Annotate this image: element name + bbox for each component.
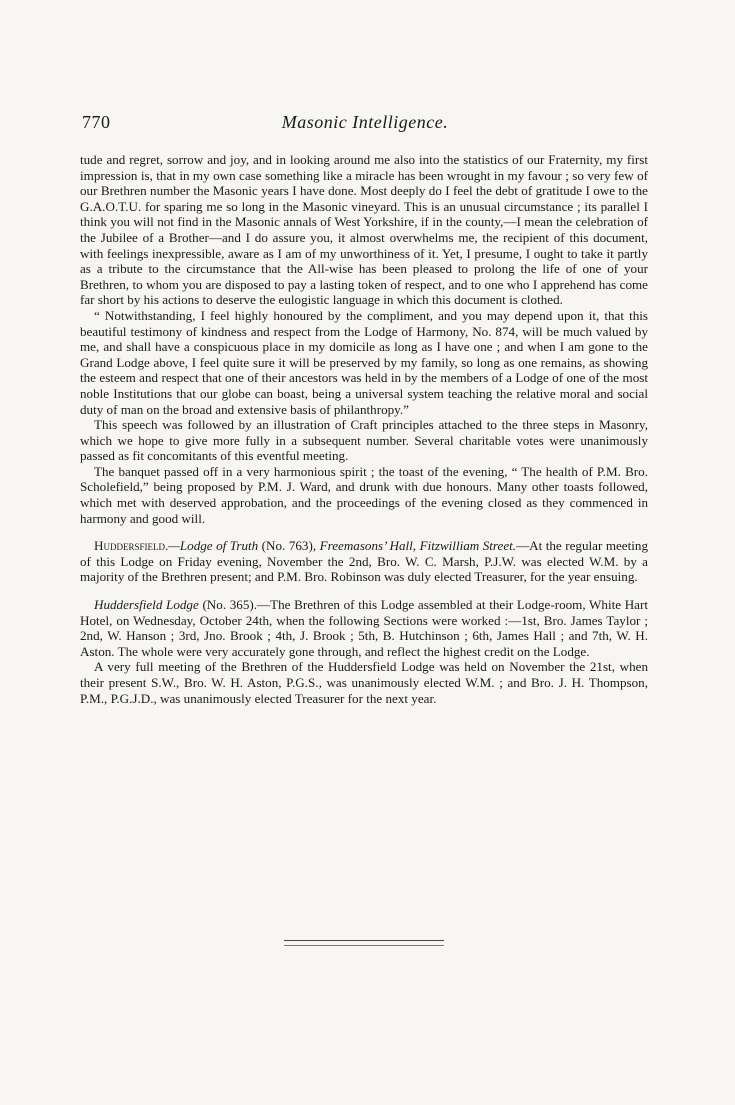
place-heading: Huddersfield.: [94, 538, 169, 554]
paragraph-huddersfield-lodge: [80, 597, 648, 659]
lodge-name: Huddersfield Lodge: [94, 597, 199, 613]
running-title: Masonic Intelligence.: [281, 112, 449, 132]
article-body: [80, 152, 648, 706]
paragraph-speech-continued: tude and regret, sorrow and joy, and in looking around me also into the statistics of our Fraternity, my first impression is, that in my own case something like a miracle has been wrought in my favour ; so very few of our Brethren number the Masonic years I have done. Most deeply do I feel the debt of gratitude I owe to the G.A.O.T.U. for sparing me so long in the Masonic vineyard. This is an unusual circumstance ; its parallel I think you will not find in the Masonic annals of West Yorkshire, if in the county,—I mean the celebration of the Jubilee of a Brother—and I do assure you, it almost overwhelms me, the recipient of this document, with feelings inexpressible, aware as I am of my unworthiness of it. Yet, I presume, I ought to take it partly as a tribute to the circumstance that the All-wise has been pleased to prolong the life of one of your Brethren, to whom you are disposed to pay a lasting token of respect, and to one who I apprehend has come far short by his actions to deserve the eulogistic language in which this document is clothed.: [80, 152, 648, 308]
paragraph-text: —At the regular meeting of this Lodge on Friday evening, November the 2nd, Bro. W. C. Marsh, P.J.W. was elected W.M. by a majority of the Brethren present; and P.M. Bro. Robinson was duly elected Treasurer, for the year ensuing.: [80, 538, 648, 585]
lodge-hall: Freemasons’ Hall, Fitzwilliam Street.: [319, 538, 517, 554]
paragraph-speech-notwithstanding: “ Notwithstanding, I feel highly honoured by the compliment, and you may depend upon it, that this beautiful testimony of kindness and respect from the Lodge of Harmony, No. 874, will be much valued by me, and shall have a conspicuous place in my domicile as long as I have one ; and when I am gone to the Grand Lodge above, I feel quite sure it will be preserved by my family, so long as one remains, as showing the esteem and respect that one of their ancestors was held in by the members of a Lodge of one of the most noble Institutions that our globe can boast, being a universal system teaching the relative moral and social duty of man on the broad and extensive basis of philanthropy.”: [80, 307, 648, 417]
lodge-name: —Lodge of Truth: [168, 538, 259, 554]
paragraph-lodge-of-truth: [80, 538, 648, 585]
closing-rule: [284, 940, 444, 946]
paragraph-text: (No. 365).—The Brethren of this Lodge assembled at their Lodge-room, White Hart Hotel, on Wednesday, October 24th, when the following Sections were worked :—1st, Bro. James Taylor ; 2nd, W. Hanson ; 3rd, Jno. Brook ; 4th, J. Brook ; 5th, B. Hutchinson ; 6th, James Hall ; and 7th, W. H. Aston. The whole were very accurately gone through, and reflect the highest credit on the Lodge.: [80, 597, 648, 659]
lodge-number: (No. 763),: [258, 538, 320, 554]
paragraph-banquet: The banquet passed off in a very harmonious spirit ; the toast of the evening, “ The health of P.M. Bro. Scholefield,” being proposed by P.M. J. Ward, and drunk with due honours. Many other toasts followed, which met with deserved approbation, and the proceedings of the evening closed as they commenced in harmony and good will.: [80, 463, 648, 526]
paragraph-speech-followed: This speech was followed by an illustration of Craft principles attached to the three steps in Masonry, which we hope to give more fully in a subsequent number. Several charitable votes were unanimously passed as fit concomitants of this eventful meeting.: [80, 417, 648, 464]
page-number: 770: [82, 112, 111, 132]
page-header: [82, 112, 648, 138]
paragraph-full-meeting: A very full meeting of the Brethren of the Huddersfield Lodge was held on November the 21st, when their present S.W., Bro. W. H. Aston, P.G.S., was unanimously elected W.M. ; and Bro. J. H. Thompson, P.M., P.G.J.D., was unanimously elected Treasurer for the next year.: [80, 659, 648, 706]
